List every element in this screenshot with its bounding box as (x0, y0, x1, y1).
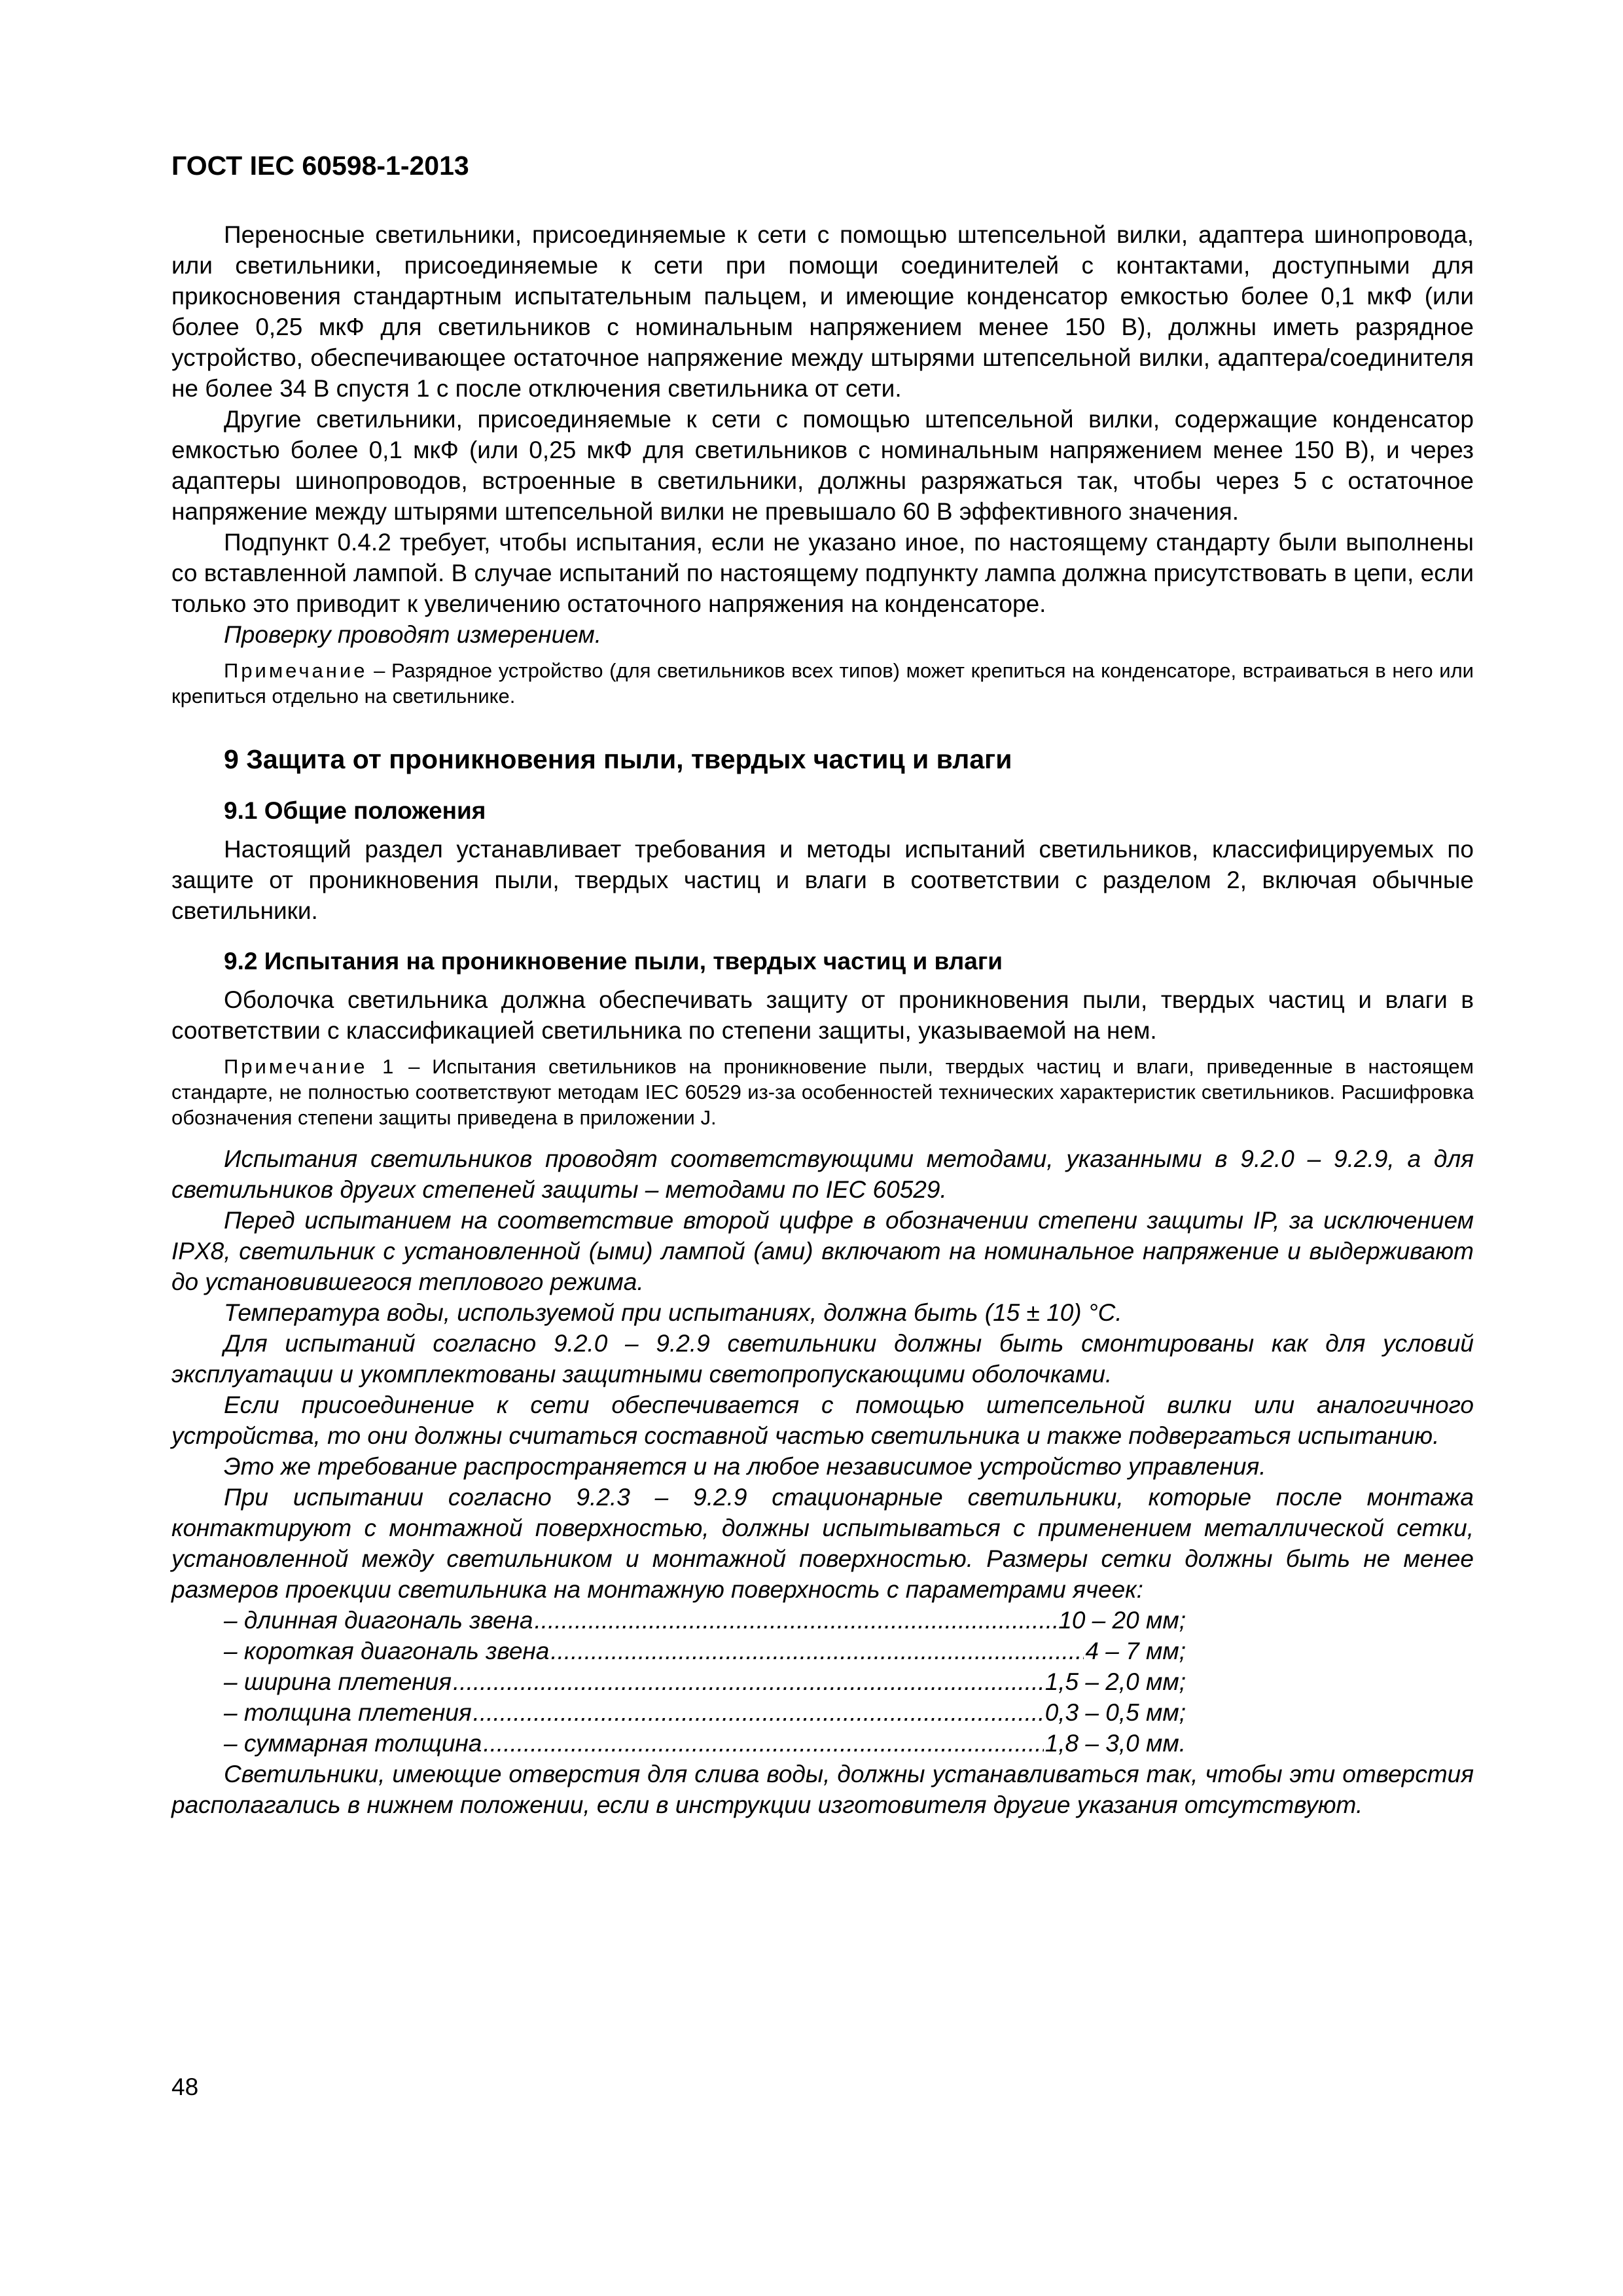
param-row: – короткая диагональ звена ..... 4 – 7 мм; (224, 1636, 1186, 1666)
paragraph: Другие светильники, присоединяемые к сети с помощью штепсельной вилки, содержащие конденсатор емкостью более 0,1 мкФ (или 0,25 мкФ для светильников с номинальным напряжением менее 150 В), и через адаптеры шинопроводов, встроенные в светильники, должны разряжаться так, чтобы через 5 с остаточное напряжение между штырями штепсельной вилки не превышало 60 В эффективного значения. (171, 406, 1474, 525)
paragraph: Настоящий раздел устанавливает требования и методы испытаний светильников, классифицируемых по защите от проникновения пыли, твердых частиц и влаги в соответствии с разделом 2, включая обычные светильники. (171, 836, 1474, 924)
note-label: Примечание (224, 659, 368, 682)
italic-paragraph: Это же требование распространяется и на любое независимое устройство управления. (224, 1453, 1266, 1480)
note-text: – Разрядное устройство (для светильников всех типов) может крепиться на конденсаторе, встраиваться в него или крепиться отдельно на светильнике. (171, 659, 1474, 708)
italic-paragraph: Светильники, имеющие отверстия для слива воды, должны устанавливаться так, чтобы эти отверстия располагались в нижнем положении, если в инструкции изготовителя другие указания отсутствуют. (171, 1761, 1474, 1818)
note-text: – Испытания светильников на проникновение пыли, твердых частиц и влаги, приведенные в настоящем стандарте, не полностью соответствуют методам IEC 60529 из-за особенностей технических характеристик светильников. Расшифровка обозначения степени защиты приведена в приложении J. (171, 1055, 1474, 1129)
italic-paragraph: Перед испытанием на соответствие второй цифре в обозначении степени защиты IP, за исключением IPX8, светильник с установленной (ыми) лампой (ами) включают на номинальное напряжение и выдерживают до установившегося теплового режима. (171, 1207, 1474, 1295)
paragraph: Оболочка светильника должна обеспечивать защиту от проникновения пыли, твердых частиц и влаги в соответствии с классификацией светильника по степени защиты, указываемой на нем. (171, 986, 1474, 1044)
italic-paragraph: Температура воды, используемой при испытаниях, должна быть (15 ± 10) °С. (224, 1299, 1122, 1326)
italic-paragraph: Если присоединение к сети обеспечивается с помощью штепсельной вилки или аналогичного устройства, то они должны считаться составной частью светильника и также подвергаться испытанию. (171, 1391, 1474, 1449)
document-page (171, 151, 1474, 1820)
note (171, 658, 1474, 709)
paragraph: Переносные светильники, присоединяемые к сети с помощью штепсельной вилки, адаптера шинопровода, или светильники, присоединяемые к сети при помощи соединителей с контактами, доступными для прикосновения стандартным испытательным пальцем, и имеющие конденсатор емкостью более 0,1 мкФ (или более 0,25 мкФ для светильников с номинальным напряжением менее 150 В), должны иметь разрядное устройство, обеспечивающее остаточное напряжение между штырями штепсельной вилки, адаптера/соединителя не более 34 В спустя 1 с после отключения светильника от сети. (171, 221, 1474, 402)
param-row: – длинная диагональ звена ..... 10 – 20 мм; (224, 1605, 1186, 1636)
subsection-heading: 9.1 Общие положения (224, 797, 486, 824)
param-row: – суммарная толщина ..... 1,8 – 3,0 мм. (224, 1728, 1186, 1759)
italic-paragraph: При испытании согласно 9.2.3 – 9.2.9 стационарные светильники, которые после монтажа контактируют с монтажной поверхностью, должны испытываться с применением металлической сетки, установленной между светильником и монтажной поверхностью. Размеры сетки должны быть не менее размеров проекции светильника на монтажную поверхность с параметрами ячеек: (171, 1484, 1474, 1603)
standard-header: ГОСТ IEC 60598-1-2013 (171, 151, 469, 181)
italic-paragraph: Испытания светильников проводят соответствующими методами, указанными в 9.2.0 – 9.2.9, а для светильников других степеней защиты – методами по IEC 60529. (171, 1145, 1474, 1203)
param-row: – толщина плетения ..... 0,3 – 0,5 мм; (224, 1697, 1186, 1728)
param-row: – ширина плетения ..... 1,5 – 2,0 мм; (224, 1666, 1186, 1697)
note-label: Примечание 1 (224, 1055, 397, 1078)
subsection-heading: 9.2 Испытания на проникновение пыли, твердых частиц и влаги (224, 948, 1003, 975)
section-heading: 9 Защита от проникновения пыли, твердых частиц и влаги (224, 744, 1012, 774)
paragraph: Подпункт 0.4.2 требует, чтобы испытания, если не указано иное, по настоящему стандарту были выполнены со вставленной лампой. В случае испытаний по настоящему подпункту лампа должна присутствовать в цепи, если только это приводит к увеличению остаточного напряжения на конденсаторе. (171, 529, 1474, 617)
page-number: 48 (171, 2073, 199, 2100)
check-statement: Проверку проводят измерением. (224, 621, 601, 648)
note (171, 1054, 1474, 1130)
italic-paragraph: Для испытаний согласно 9.2.0 – 9.2.9 светильники должны быть смонтированы как для условий эксплуатации и укомплектованы защитными светопропускающими оболочками. (171, 1330, 1474, 1388)
